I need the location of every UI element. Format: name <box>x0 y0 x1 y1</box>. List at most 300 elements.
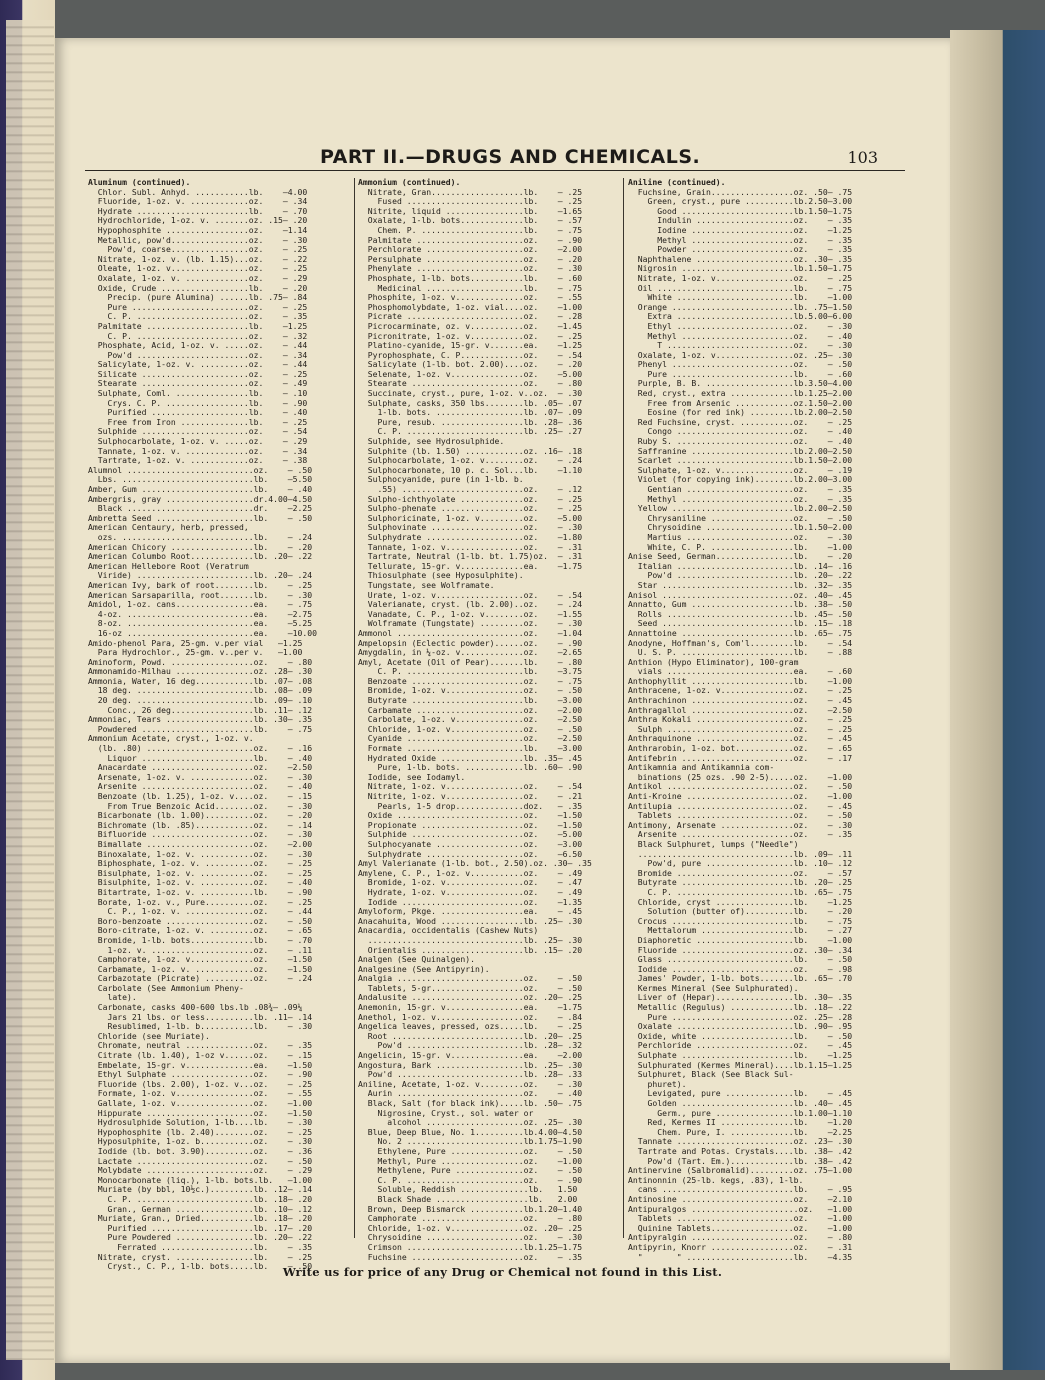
price-entry: Aurin ..........................oz. — .40 <box>358 1088 583 1099</box>
price-entry: Tablets, 5-gr...................oz. — .50 <box>358 982 583 993</box>
price-entry: Anthrarobin, 1-oz. bot............oz. — .65 <box>628 743 853 754</box>
price-entry: Phosphate, Acid, 1-oz. v. .....oz. — .44 <box>88 340 308 351</box>
column-divider <box>623 178 624 1238</box>
price-entry: American Chicory .................lb. — .20 <box>88 541 313 552</box>
price-entry: Brown, Deep Bismarck ...........lb.1.20—1.40 <box>358 1203 583 1214</box>
price-entry: Nitrate, cryst. ................lb. — .25 <box>88 1251 313 1262</box>
price-entry: Sulphide .......................oz. —5.00 <box>358 829 583 840</box>
price-entry: Molybdate ......................oz. — .29 <box>88 1165 313 1176</box>
price-entry: Cyanide ........................oz. —2.50 <box>358 733 583 744</box>
price-entry: Embelate, 15-gr. v..............ea. —1.50 <box>88 1059 313 1070</box>
price-entry: Aminoform, Powd. .................oz. — .80 <box>88 656 313 667</box>
price-entry: Tartrate, Neutral (1-lb. bt. 1.75)oz. — .31 <box>358 551 583 562</box>
price-entry: Sulphocyanide, pure (in 1-lb. b. <box>358 474 524 485</box>
price-entry: Methyl .......................oz. — .40 <box>628 330 853 341</box>
price-entry: American Hellebore Root (Veratrum <box>88 560 249 571</box>
price-entry: Purified ....................lb. — .40 <box>88 407 308 418</box>
price-entry: Tellurate, 15-gr. v.............ea. —1.75 <box>358 560 583 571</box>
price-entry: Aniline, Acetate, 1-oz. v.........oz. — .30 <box>358 1078 583 1089</box>
price-entry: 20 deg. ........................lb. .09— .10 <box>88 695 313 706</box>
price-entry: Andalusite .......................oz. .20— .25 <box>358 992 583 1003</box>
price-entry: Chlor. Subl. Anhyd. ...........lb. —4.00 <box>88 186 308 197</box>
price-entry: Antikamnia and Antikamnia com- <box>628 762 775 773</box>
price-entry: 1-oz. v. .....................oz. — .11 <box>88 944 313 955</box>
price-entry: Free from Iron ..............lb. — .25 <box>88 416 308 427</box>
price-entry: 18 deg. ........................lb. .08— .09 <box>88 685 313 696</box>
price-entry: Carbamate, 1-oz. v. ............oz. —1.50 <box>88 963 313 974</box>
price-entry: American Columbo Root.............lb. .20— .22 <box>88 551 313 562</box>
price-entry: Butyrate .......................lb. —3.00 <box>358 695 583 706</box>
price-entry: Butyrate .......................lb. .20— .25 <box>628 877 853 888</box>
price-entry: Red, Kermes II ...............lb. —1.20 <box>628 1117 853 1128</box>
price-entry: Sulphate .......................lb. —1.25 <box>628 1050 853 1061</box>
price-entry: Pure, 1-lb. bots. ............lb. .60— .90 <box>358 762 583 773</box>
price-entry: Anthragallol .....................oz. —2.50 <box>628 704 853 715</box>
price-column-1 <box>88 177 352 1272</box>
price-entry: Fuchsine .......................oz. — .35 <box>358 1251 583 1262</box>
price-entry: Analgia ..........................oz. — .50 <box>358 973 583 984</box>
price-entry: Benzoate .......................oz. — .75 <box>358 675 583 686</box>
price-entry: Tungstate, see Wolframate. <box>358 579 495 590</box>
price-entry: Hypophosphite .................oz. —1.14 <box>88 224 308 235</box>
price-entry: C. P. ........................lb. .18— .20 <box>88 1193 313 1204</box>
price-entry: Green, cryst., pure ..........lb.2.50—3.00 <box>628 196 853 207</box>
price-entry: Ambergris, gray ..................dr.4.00—4.50 <box>88 493 313 504</box>
price-entry: Bisulphite, 1-oz. v. ...........oz. — .40 <box>88 877 313 888</box>
price-entry: Ethyl Sulphate .................oz. — .90 <box>88 1069 313 1080</box>
price-entry: Methyl .......................oz. — .35 <box>628 493 853 504</box>
price-entry: Bimallate ......................oz. —2.00 <box>88 838 313 849</box>
price-entry: Hydrosulphide Solution, 1-lb....lb. — .30 <box>88 1117 313 1128</box>
price-entry: late). <box>88 992 137 1003</box>
price-entry: Methyl .....................oz. — .35 <box>628 234 853 245</box>
price-entry: Pure, resub. .................lb. .28— .36 <box>358 416 583 427</box>
price-entry: Ammonamido-Milhau ................oz. .28— .30 <box>88 666 313 677</box>
price-entry: Purified .....................lb. .17— .20 <box>88 1222 313 1233</box>
price-entry: Arsenite .......................oz. — .40 <box>88 781 313 792</box>
price-entry: Anthra Kokali ....................oz. — .25 <box>628 714 853 725</box>
price-entry: Propionate .....................oz. —1.50 <box>358 819 583 830</box>
header-rule <box>85 170 905 171</box>
price-entry: Italian ........................lb. .14— .16 <box>628 560 853 571</box>
price-entry: Iodide .........................oz. —1.35 <box>358 896 583 907</box>
price-entry: Antipyrin, Knorr .................oz. — .31 <box>628 1241 853 1252</box>
price-entry: Saffranine .....................lb.2.00—2.50 <box>628 445 853 456</box>
page-footer: Write us for price of any Drug or Chemical not found in this List. <box>282 1265 723 1279</box>
price-entry: Palmitate .....................lb. —1.25 <box>88 320 308 331</box>
price-entry: Pow'd, coarse................oz. — .25 <box>88 244 308 255</box>
price-entry: Pow'd, pure ..................lb. .10— .12 <box>628 858 853 869</box>
price-entry: Angostura, Bark ..................lb. .25— .30 <box>358 1059 583 1070</box>
price-entry: Mettalorum ...................lb. — .27 <box>628 925 853 936</box>
price-entry: Anti-Kroine ......................oz. —1.00 <box>628 791 853 801</box>
price-entry: alcohol ....................oz. .25— .30 <box>358 1117 583 1128</box>
price-entry: Silicate ......................oz. — .25 <box>88 368 308 379</box>
price-entry: Nitrate, 1-oz. v. (lb. 1.15)...oz. — .22 <box>88 253 308 264</box>
price-entry: Ethylene, Pure ...............oz. — .50 <box>358 1145 583 1156</box>
price-entry: Antinosine .......................oz. —2.10 <box>628 1193 853 1204</box>
price-entry: Phosphate, 1-lb. bots...........lb. — .60 <box>358 272 583 283</box>
price-entry: Analgen (See Quinalgen). <box>358 954 475 965</box>
price-entry: Anthophyllit .....................lb. —1.00 <box>628 675 853 686</box>
price-entry: Anacahuita, Wood .................lb. .25— .30 <box>358 915 583 926</box>
price-entry: Amidol, 1-oz. cans................ea. — .75 <box>88 599 313 610</box>
price-entry: Iodide (lb. bot. 3.90)..........oz. — .36 <box>88 1145 313 1156</box>
price-entry: C. P. ........................oz. — .90 <box>358 1174 583 1185</box>
price-entry: ................................lb. .09— .11 <box>628 848 853 859</box>
price-entry: Carbonate, casks 400-600 lbs.lb .08¾— .09¼ <box>88 1002 303 1013</box>
price-entry: Ammoniac, Tears ..................lb. .30— .35 <box>88 714 313 725</box>
price-entry: C. P., 1-oz. v. ..............oz. — .44 <box>88 906 313 917</box>
price-entry: binations (25 ozs. .90 2-5).....oz. —1.00 <box>628 771 853 782</box>
price-entry: Sulphydrate ....................oz. —6.50 <box>358 848 583 859</box>
column-heading: Aluminum (continued). <box>88 177 191 187</box>
price-entry: Sulphocarbonate, 10 p. c. Sol...lb. —1.10 <box>358 464 583 475</box>
price-entry: Sulphocyanate ..................oz. —3.00 <box>358 838 583 849</box>
price-entry: Amyl Valerianate (1-lb. bot., 2.50).oz. .30— .35 <box>358 858 592 869</box>
price-entry: T ..........................oz. — .30 <box>628 340 853 351</box>
price-entry: Perchlorate ....................oz. —2.00 <box>358 244 583 255</box>
price-entry: Fuchsine, Grain.................oz. .50— .75 <box>628 186 853 197</box>
price-entry: Ferrated ...................lb. — .35 <box>88 1241 313 1252</box>
price-entry: Bisulphate, 1-oz. v. ...........oz. — .25 <box>88 867 313 878</box>
price-entry: Anthion (Hypo Eliminator), 100-gram <box>628 656 799 667</box>
price-entry: Quinine Tablets.................oz. —1.00 <box>628 1222 853 1233</box>
price-entry: Eosine (for red ink) .........lb.2.00—2.50 <box>628 407 853 418</box>
price-entry: Purple, B. B. ..................lb.3.50—4.00 <box>628 378 853 389</box>
price-entry: Pure ........................oz. — .25 <box>88 301 308 312</box>
price-entry: Fused ........................lb. — .25 <box>358 196 583 207</box>
price-entry: Chem. P. .....................lb. — .75 <box>358 224 583 235</box>
price-entry: Black ..........................dr. —2.25 <box>88 503 313 514</box>
price-entry: Nitrite, liquid ................lb. —1.65 <box>358 205 583 216</box>
price-entry: C. P. .......................oz. — .35 <box>88 311 308 322</box>
page-title: PART II.—DRUGS AND CHEMICALS. <box>320 146 701 168</box>
column-heading: Ammonium (continued). <box>358 177 461 187</box>
price-entry: Yellow .........................lb.2.00—2.50 <box>628 503 853 514</box>
price-entry: Ammonium Acetate, cryst., 1-oz. v. <box>88 733 254 744</box>
price-entry: Biphosphate, 1-oz. v. ..........oz. — .25 <box>88 858 313 869</box>
price-column-2 <box>358 177 622 1262</box>
price-entry: C. P. ........................lb. .25— .27 <box>358 426 583 437</box>
price-entry: 16-oz ..........................ea. —10.00 <box>88 627 318 638</box>
price-entry: Oxide, white ...................lb. — .50 <box>628 1030 853 1041</box>
price-entry: Formate, 1-oz. v................oz. — .55 <box>88 1088 313 1099</box>
price-entry: Iodine .....................oz. —1.25 <box>628 224 853 235</box>
price-entry: Antipuralgos ......................oz. —1.00 <box>628 1203 853 1214</box>
price-entry: Tannate ........................oz. .23— .30 <box>628 1136 853 1147</box>
price-entry: Diaphoretic ....................lb. —1.00 <box>628 934 853 945</box>
price-entry: Angelica leaves, pressed, ozs.....lb. — .25 <box>358 1021 583 1032</box>
price-entry: Anacardia, occidentalis (Cashew Nuts) <box>358 925 539 936</box>
price-entry: Stearate ......................oz. — .49 <box>88 378 308 389</box>
price-entry: Ammonol ..........................oz. —1.04 <box>358 627 583 638</box>
book-edge <box>950 30 1045 1370</box>
price-entry: Camphorate, 1-oz. v.............oz. —1.50 <box>88 954 313 965</box>
price-entry: Ethyl ........................oz. — .30 <box>628 320 853 331</box>
price-entry: Selenate, 1-oz. v...............oz. —5.00 <box>358 368 583 379</box>
price-entry: Sulph ..........................oz. — .25 <box>628 723 853 734</box>
price-entry: Fluoride, 1-oz. v. ............oz. — .34 <box>88 196 308 207</box>
price-entry: Good .......................lb.1.50—1.75 <box>628 205 853 216</box>
price-entry: Chloride, 1-oz. v...............oz. — .50 <box>358 723 583 734</box>
price-entry: Black Shade ...................lb. 2.00 <box>358 1193 578 1204</box>
price-entry: Hydrate .......................lb. — .70 <box>88 205 308 216</box>
price-entry: Hypophosphite (lb. 2.40)........oz. — .25 <box>88 1126 313 1137</box>
price-entry: Blue, Deep Blue, No. 1..........lb.4.00—4.50 <box>358 1126 583 1137</box>
price-entry: Precip. (pure Alumina) ......lb. .75— .84 <box>88 292 308 303</box>
price-entry: Kermes Mineral (See Sulphurated). <box>628 982 799 993</box>
price-entry: Rolls ..........................lb. .45— .50 <box>628 608 853 619</box>
price-entry: Wolframate (Tungstate) .........oz. — .30 <box>358 618 583 629</box>
price-entry: Phosphite, 1-oz. v..............oz. — .55 <box>358 292 583 303</box>
price-entry: Glass ..........................lb. — .50 <box>628 954 853 965</box>
price-entry: Persulphate ....................oz. — .20 <box>358 253 583 264</box>
price-entry: Palmitate ......................oz. — .90 <box>358 234 583 245</box>
price-entry: Ruby S. ........................oz. — .40 <box>628 436 853 447</box>
price-entry: Lactate ........................oz. — .50 <box>88 1155 313 1166</box>
price-entry: Ampelopsin (Eclectic powder)......oz. — .90 <box>358 637 583 648</box>
price-entry: White ........................lb. —1.00 <box>628 292 853 303</box>
price-entry: Extra ........................lb.5.00—6.00 <box>628 311 853 322</box>
price-entry: Hydrate, 1-oz. v................oz. — .49 <box>358 886 583 897</box>
price-entry: Bifluoride .....................oz. — .30 <box>88 829 313 840</box>
price-column-3 <box>628 177 892 1262</box>
price-entry: Boro-benzoate ..................oz. — .50 <box>88 915 313 926</box>
price-entry: James' Powder, 1-lb. bots.......lb. .65— .70 <box>628 973 853 984</box>
price-entry: Naphthalene ....................oz. .30— .35 <box>628 253 853 264</box>
price-entry: Nitrite, 1-oz. v................oz. — .21 <box>358 791 583 801</box>
price-entry: From True Benzoic Acid........oz. — .30 <box>88 800 313 811</box>
price-entry: Iodide .........................oz. — .98 <box>628 963 853 974</box>
price-entry: Antinervine (Salbromalid).........oz. .75—1.00 <box>628 1165 853 1176</box>
price-entry: Amyloform, Pkge. .................ea. — .45 <box>358 906 583 917</box>
price-entry: vials ..........................ea. — .60 <box>628 666 853 677</box>
price-entry: Jars 21 lbs. or less..........lb. .11— .14 <box>88 1011 313 1022</box>
price-entry: Pow'd ........................lb. .20— .22 <box>628 570 853 581</box>
price-entry: Anemonin, 15-gr. v................ea. —1.75 <box>358 1002 583 1013</box>
price-entry: Salicylate (1-lb. bot. 2.00)....oz. — .20 <box>358 359 583 370</box>
price-entry: Nitrate, 1-oz. v................oz. — .25 <box>628 272 853 283</box>
price-entry: Congo ........................oz. — .40 <box>628 426 853 437</box>
price-entry: Amyl, Acetate (Oil of Pear).......lb. — .80 <box>358 656 583 667</box>
price-entry: Fluoride .......................oz. .30— .34 <box>628 944 853 955</box>
price-entry: Martius ......................oz. — .30 <box>628 531 853 542</box>
price-entry: Amylene, C. P., 1-oz. v...........oz. — .49 <box>358 867 583 878</box>
price-entry: Pow'd ..........................lb. .28— .33 <box>358 1069 583 1080</box>
price-entry: Picrate ........................oz. — .28 <box>358 311 583 322</box>
price-entry: Powdered .......................lb. — .75 <box>88 723 313 734</box>
price-entry: Black Sulphuret, lumps ("Needle") <box>628 838 799 849</box>
price-entry: Camphorate .....................oz. — .80 <box>358 1213 583 1224</box>
price-entry: Sulphate, casks, 350 lbs........lb. .05— .07 <box>358 397 583 408</box>
catalog-page <box>55 38 950 1363</box>
price-entry: Pure .........................lb. — .60 <box>628 368 853 379</box>
price-entry: Seed ...........................lb. .15— .18 <box>628 618 853 629</box>
price-entry: Gran., German ................lb. .10— .12 <box>88 1203 313 1214</box>
price-entry: Solution (butter of)..........lb. — .20 <box>628 906 853 917</box>
price-entry: Antikol ..........................oz. — .50 <box>628 781 853 792</box>
price-entry: Amygdalin, in ¼-oz. v.............oz. —2.65 <box>358 647 583 658</box>
price-entry: American Ivy, bark of root........lb. — .25 <box>88 579 313 590</box>
price-entry: Tartrate and Potas. Crystals....lb. .38— .42 <box>628 1145 853 1156</box>
price-entry: Sulphide ......................oz. — .54 <box>88 426 308 437</box>
price-entry: Oxide ..........................oz. —1.50 <box>358 810 583 821</box>
price-entry: Sulphocarbolate, 1-oz. v. .....oz. — .29 <box>88 436 308 447</box>
price-entry: Picrocarminate, oz. v...........oz. —1.45 <box>358 320 583 331</box>
price-entry: Bromide, 1-oz. v................oz. — .50 <box>358 685 583 696</box>
price-entry: Formate ........................lb. —3.00 <box>358 743 583 754</box>
price-entry: Crys. C. P. .................lb. — .90 <box>88 397 308 408</box>
price-entry: Pure Powdered ................lb. .20— .22 <box>88 1232 313 1243</box>
price-entry: Anise Seed, German................lb. — .20 <box>628 551 853 562</box>
price-entry: Picronitrate, 1-oz. v...........oz. — .25 <box>358 330 583 341</box>
price-entry: Sulphocarbolate, 1-oz. v........oz. — .24 <box>358 455 583 466</box>
price-entry: Iodide, see Iodamyl. <box>358 771 466 782</box>
price-entry: Chloride (see Muriate). <box>88 1030 210 1041</box>
price-entry: Pure .........................oz. .25— .28 <box>628 1011 853 1022</box>
price-entry: Hydrated Oxide .................lb. .35— .45 <box>358 752 583 763</box>
price-entry: Antinonnin (25-lb. kegs, .83), 1-lb. <box>628 1174 804 1185</box>
price-entry: Antilupia ........................oz. — .45 <box>628 800 853 811</box>
price-entry: Methyl, Pure .................oz. —1.00 <box>358 1155 583 1166</box>
price-entry: ................................lb. .25— .30 <box>358 934 583 945</box>
price-entry: Nitrate, Gran...................lb. — .25 <box>358 186 583 197</box>
price-entry: Free from Arsenic ............oz.1.50—2.00 <box>628 397 853 408</box>
price-entry: Ambretta Seed ....................lb. — .50 <box>88 512 313 523</box>
price-entry: Nigrosine, Cryst., sol. water or <box>358 1107 534 1118</box>
column-divider <box>354 178 355 1238</box>
price-entry: Boro-citrate, 1-oz. v. .........oz. — .65 <box>88 925 313 936</box>
price-entry: Amido-phenol Para, 25-gm. v.per vial —1.25 <box>88 637 303 648</box>
price-entry: Oxide, Crude ..................lb. — .20 <box>88 282 308 293</box>
price-entry: Hyposulphite, 1-oz. b...........oz. — .30 <box>88 1136 313 1147</box>
price-entry: Carbazotate (Picrate) ..........oz. — .24 <box>88 973 313 984</box>
price-entry: Oil ............................lb. — .75 <box>628 282 853 293</box>
price-entry: C. P. ........................lb. —3.75 <box>358 666 583 677</box>
price-entry: Urate, 1-oz. v..................oz. — .54 <box>358 589 583 600</box>
price-entry: Antifebrin .......................oz. — .17 <box>628 752 853 763</box>
price-entry: Sulphuret, Black (See Black Sul- <box>628 1069 794 1080</box>
price-entry: Annattoine .......................lb. .65— .75 <box>628 627 853 638</box>
price-entry: Chromate, neutral ..............oz. — .35 <box>88 1040 313 1051</box>
price-entry: Conc., 26 deg.................lb. .11— .12 <box>88 704 313 715</box>
price-entry: Resublimed, 1-lb. b...........lb. — .30 <box>88 1021 313 1032</box>
price-entry: Sulphite (lb. 1.50) ............oz. .16— .18 <box>358 445 583 456</box>
price-entry: Viride) ........................lb. .20— .24 <box>88 570 313 581</box>
price-entry: Liquor .......................lb. — .40 <box>88 752 313 763</box>
price-entry: Muriate, Gran., Dried...........lb. .18— .20 <box>88 1213 313 1224</box>
price-entry: Oleate, 1-oz. v................oz. — .25 <box>88 263 308 274</box>
price-entry: Red, cryst., extra .............lb.1.25—2.00 <box>628 388 853 399</box>
price-entry: Pyrophosphate, C. P.............oz. — .54 <box>358 349 583 360</box>
price-entry: Orange .........................lb. .75—1.50 <box>628 301 853 312</box>
price-entry: Carbolate, 1-oz. v..............oz. —2.50 <box>358 714 583 725</box>
previous-page-edge <box>6 20 54 1360</box>
price-entry: Annatto, Gum .....................lb. .38— .50 <box>628 599 853 610</box>
price-entry: Lbs. ...........................lb. —5.50 <box>88 474 313 485</box>
price-entry: Bicarbonate (lb. 1.00)..........oz. — .20 <box>88 810 313 821</box>
price-entry: 4-oz. ..........................ea. —2.75 <box>88 608 313 619</box>
price-entry: Levigated, pure ..............lb. — .45 <box>628 1088 853 1099</box>
price-entry: Amber, Gum .......................lb. — .40 <box>88 484 313 494</box>
price-entry: Medicinal ....................lb. — .75 <box>358 282 583 293</box>
price-entry: White, C. P. .................lb. —1.00 <box>628 541 853 552</box>
price-entry: Oxalate, 1-oz. v................oz. .25— .30 <box>628 349 853 360</box>
price-entry: Sulpho-ichthyolate .............oz. — .25 <box>358 493 583 504</box>
price-entry: Carbolate (See Ammonium Pheny- <box>88 982 244 993</box>
price-entry: Anthrachinon .....................oz. — .45 <box>628 695 853 706</box>
price-entry: Tartrate, 1-oz. v. ............oz. — .38 <box>88 455 308 466</box>
price-entry: cans ...........................lb. — .95 <box>628 1184 853 1195</box>
price-entry: .55) .........................oz. — .12 <box>358 484 583 494</box>
price-entry: Borate, 1-oz. v., Pure..........oz. — .25 <box>88 896 313 907</box>
price-entry: Phenyl .........................oz. — .50 <box>628 359 853 370</box>
price-entry: Anisol ...........................oz. .40— .45 <box>628 589 853 600</box>
price-entry: Tablets ........................oz. — .50 <box>628 810 853 821</box>
page-header <box>55 146 950 172</box>
price-entry: Arsenate, 1-oz. v. .............oz. — .30 <box>88 771 313 782</box>
price-entry: American Sarsaparilla, root.......lb. — .30 <box>88 589 313 600</box>
price-entry: Muriate (by bbl, 10½c.).........lb. .12— .14 <box>88 1184 313 1195</box>
price-entry: Phosphomolybdate, 1-oz. vial....oz. —1.00 <box>358 301 583 312</box>
price-entry: Pearls, 1-5 drop..............doz. — .35 <box>358 800 583 811</box>
price-entry: Chloride, cryst ................lb. —1.25 <box>628 896 853 907</box>
price-entry: Sulphydrate ....................oz. —1.80 <box>358 531 583 542</box>
price-entry: Chem. Pure, I. .............lb. —2.25 <box>628 1126 853 1137</box>
price-entry: Germ., pure ................lb.1.00—1.10 <box>628 1107 853 1118</box>
price-entry: Oxalate, 1-lb. bots.............lb. — .57 <box>358 215 583 226</box>
price-entry: Chrysaniline .................oz. — .50 <box>628 512 853 523</box>
price-entry: Chrysoidine ..................lb.1.50—2.00 <box>628 522 853 533</box>
price-entry: Fluoride (lbs. 2.00), 1-oz. v...oz. — .25 <box>88 1078 313 1089</box>
price-entry: Scarlet ........................lb.1.50—2.00 <box>628 455 853 466</box>
price-entry: Angelicin, 15-gr. v...............ea. —2.00 <box>358 1050 583 1061</box>
price-entry: Antimony, Arsenate ...............oz. — .30 <box>628 819 853 830</box>
price-entry: Tannate, 1-oz. v................oz. — .31 <box>358 541 583 552</box>
price-entry: Star ...........................lb. .32— .35 <box>628 579 853 590</box>
price-entry: Root ...........................lb. .20— .25 <box>358 1030 583 1041</box>
price-entry: Indulin ....................oz. — .35 <box>628 215 853 226</box>
price-entry: Monocarbonate (liq.), 1-lb. bots.lb. —1.00 <box>88 1174 313 1185</box>
price-entry: Gallate, 1-oz. v................oz. —1.00 <box>88 1098 313 1108</box>
price-entry: Bichromate (lb. .85)............oz. — .14 <box>88 819 313 830</box>
price-entry: Pow'd (Tart. Em.).............lb. .38— .42 <box>628 1155 853 1166</box>
price-entry: Methylene, Pure ..............oz. — .50 <box>358 1165 583 1176</box>
price-entry: Black, Salt (for black ink).....lb. .50— .75 <box>358 1098 583 1108</box>
price-entry: Sulphurated (Kermes Mineral)....lb.1.15—1.25 <box>628 1059 853 1070</box>
price-entry: C. P. ........................lb. .65— .75 <box>628 886 853 897</box>
price-entry: Cryst., C. P., 1-lb. bots.....lb. — .50 <box>88 1261 313 1272</box>
price-entry: Vanadate, C. P., 1-oz. v........oz. —1.55 <box>358 608 583 619</box>
price-entry: Thiosulphate (see Hyposulphite). <box>358 570 524 581</box>
price-entry: No. 2 ........................lb.1.75—1.90 <box>358 1136 583 1147</box>
price-entry: Gentian ......................oz. — .35 <box>628 484 853 494</box>
price-entry: Violet (for copying ink)........lb.2.00—3.00 <box>628 474 853 485</box>
price-entry: Bromide, 1-lb. bots.............lb. — .70 <box>88 934 313 945</box>
price-entry: Binoxalate, 1-oz. v. ...........oz. — .30 <box>88 848 313 859</box>
price-entry: Soluble, Reddish ..............lb. 1.50 <box>358 1184 578 1195</box>
price-entry: 1-lb. bots. ..................lb. .07— .09 <box>358 407 583 418</box>
price-entry: Citrate (lb. 1.40), 1-oz v......oz. — .15 <box>88 1050 313 1061</box>
price-entry: Oxalate ........................lb. .90— .95 <box>628 1021 853 1032</box>
price-entry: Analgesine (See Antipyrin). <box>358 963 490 974</box>
price-entry: Crocus .........................lb. — .75 <box>628 915 853 926</box>
price-entry: (lb. .80) ......................oz. — .16 <box>88 743 313 754</box>
price-entry: Sulphide, see Hydrosulphide. <box>358 436 505 447</box>
price-entry: Anethol, 1-oz. v..................oz. — .84 <box>358 1011 583 1022</box>
price-entry: Chloride, 1-oz. v...............oz. .20— .25 <box>358 1222 583 1233</box>
